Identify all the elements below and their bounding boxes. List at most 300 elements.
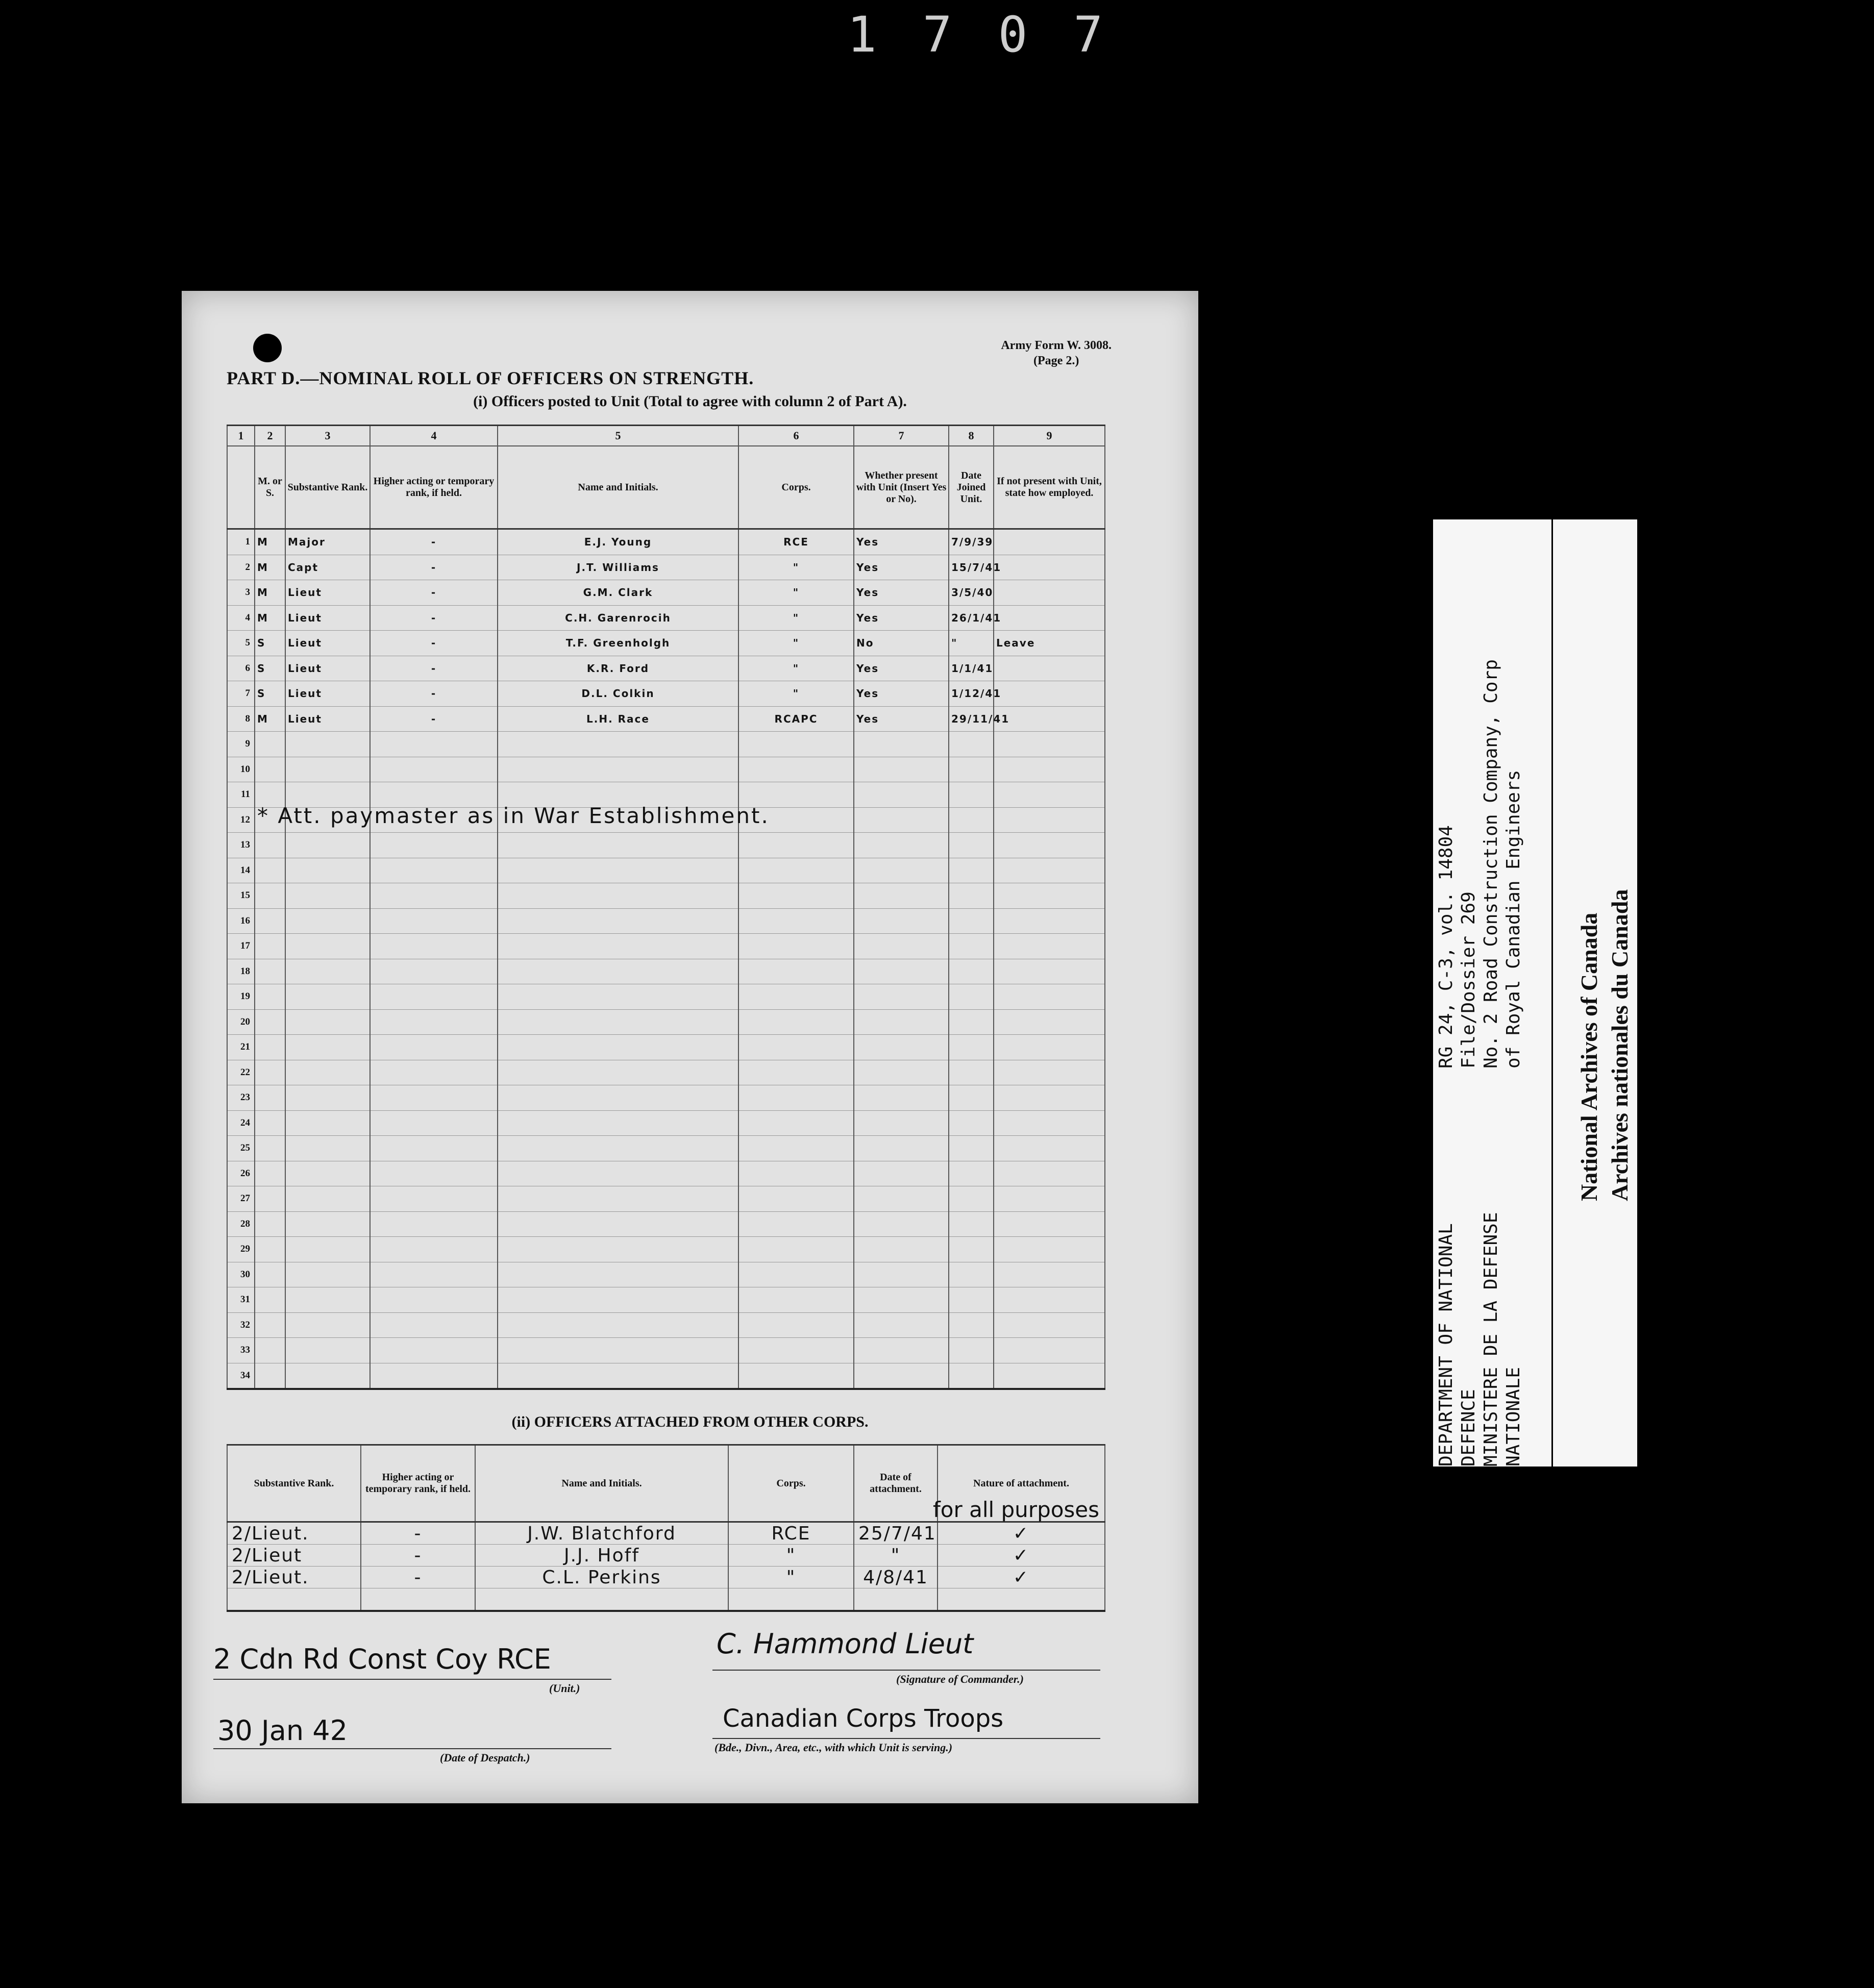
att-date-cell: " [854, 1545, 938, 1567]
employment-cell [994, 1186, 1105, 1212]
present-cell [854, 732, 949, 757]
joined-cell [949, 1035, 994, 1060]
joined-cell [949, 1186, 994, 1212]
present-cell [854, 959, 949, 984]
att-rank-cell: 2/Lieut. [227, 1567, 361, 1588]
employment-cell [994, 1085, 1105, 1111]
m-or-s-cell [255, 757, 285, 782]
header-blank [227, 446, 255, 529]
name-cell: D.L. Colkin [498, 681, 738, 707]
joined-cell [949, 1110, 994, 1136]
present-cell: Yes [854, 605, 949, 631]
section-title-attached: (ii) OFFICERS ATTACHED FROM OTHER CORPS. [511, 1413, 869, 1430]
joined-cell [949, 1211, 994, 1237]
corps-cell [738, 833, 854, 858]
name-cell [498, 934, 738, 959]
section-title-posted: (i) Officers posted to Unit (Total to agree with column 2 of Part A). [473, 393, 907, 410]
higher-rank-cell [370, 1060, 498, 1085]
row-number: 31 [227, 1287, 255, 1313]
higher-rank-cell [370, 757, 498, 782]
row-number: 23 [227, 1085, 255, 1111]
employment-cell [994, 706, 1105, 732]
joined-cell [949, 1060, 994, 1085]
row-number: 20 [227, 1009, 255, 1035]
header-corps: Corps. [738, 446, 854, 529]
rank-cell [285, 984, 370, 1010]
att-name-cell [475, 1588, 728, 1611]
roll-row [227, 1110, 1105, 1136]
rank-cell: Lieut [285, 656, 370, 681]
joined-cell: 26/1/41 [949, 605, 994, 631]
row-number: 14 [227, 858, 255, 883]
rank-cell [285, 1035, 370, 1060]
joined-cell [949, 807, 994, 833]
present-cell: No [854, 631, 949, 656]
present-cell [854, 1186, 949, 1212]
name-cell: J.T. Williams [498, 555, 738, 580]
corps-cell [738, 858, 854, 883]
m-or-s-cell [255, 984, 285, 1010]
row-number: 32 [227, 1312, 255, 1338]
present-cell [854, 1060, 949, 1085]
employment-cell [994, 984, 1105, 1010]
name-cell [498, 984, 738, 1010]
roll-row [227, 1009, 1105, 1035]
employment-cell [994, 757, 1105, 782]
employment-cell [994, 1287, 1105, 1313]
name-cell: K.R. Ford [498, 656, 738, 681]
joined-cell: 15/7/41 [949, 555, 994, 580]
rank-cell [285, 934, 370, 959]
rank-cell [285, 1009, 370, 1035]
present-cell [854, 1211, 949, 1237]
column-number: 2 [255, 426, 285, 446]
m-or-s-cell [255, 1085, 285, 1111]
roll-row [227, 605, 1105, 631]
header-date-joined: Date Joined Unit. [949, 446, 994, 529]
row-number: 11 [227, 782, 255, 808]
employment-cell [994, 908, 1105, 934]
rank-cell: Lieut [285, 580, 370, 606]
m-or-s-cell [255, 883, 285, 909]
formation-line [712, 1738, 1100, 1739]
corps-cell [738, 1009, 854, 1035]
roll-row [227, 984, 1105, 1010]
rank-cell: Major [285, 529, 370, 555]
employment-cell [994, 555, 1105, 580]
archive-label-rotated [1433, 519, 1637, 1467]
joined-cell [949, 959, 994, 984]
roll-row [227, 908, 1105, 934]
higher-rank-cell [370, 883, 498, 909]
joined-cell [949, 1363, 994, 1389]
employment-cell [994, 529, 1105, 555]
joined-cell [949, 858, 994, 883]
att-higher-cell: - [361, 1522, 475, 1545]
higher-rank-cell: - [370, 580, 498, 606]
m-or-s-cell [255, 858, 285, 883]
roll-row [227, 1161, 1105, 1186]
row-number: 16 [227, 908, 255, 934]
present-cell: Yes [854, 706, 949, 732]
corps-cell [738, 984, 854, 1010]
roll-row [227, 883, 1105, 909]
roll-row [227, 1085, 1105, 1111]
rank-cell [285, 1085, 370, 1111]
rank-cell [285, 1211, 370, 1237]
m-or-s-cell: M [255, 529, 285, 555]
roll-row [227, 732, 1105, 757]
rank-cell [285, 1237, 370, 1262]
name-cell [498, 732, 738, 757]
joined-cell [949, 1237, 994, 1262]
name-cell [498, 1211, 738, 1237]
att-corps-cell: " [728, 1545, 854, 1567]
name-cell [498, 883, 738, 909]
corps-cell: RCE [738, 529, 854, 555]
row-number: 9 [227, 732, 255, 757]
present-cell [854, 858, 949, 883]
corps-cell: RCAPC [738, 706, 854, 732]
m-or-s-cell [255, 1035, 285, 1060]
rank-cell [285, 858, 370, 883]
employment-cell [994, 580, 1105, 606]
m-or-s-cell [255, 1237, 285, 1262]
employment-cell [994, 959, 1105, 984]
employment-cell [994, 807, 1105, 833]
dept-line-2: DEFENCE [1458, 1389, 1479, 1467]
employment-cell: Leave [994, 631, 1105, 656]
att-higher-cell: - [361, 1567, 475, 1588]
higher-rank-cell: - [370, 555, 498, 580]
m-or-s-cell [255, 934, 285, 959]
present-cell: Yes [854, 529, 949, 555]
corps-cell [738, 883, 854, 909]
corps-cell [738, 1110, 854, 1136]
present-cell [854, 1287, 949, 1313]
att-corps-cell [728, 1588, 854, 1611]
header-employment: If not present with Unit, state how employed. [994, 446, 1105, 529]
joined-cell [949, 1287, 994, 1313]
roll-row [227, 1060, 1105, 1085]
higher-rank-cell [370, 833, 498, 858]
unit-value: 2 Cdn Rd Const Coy RCE [213, 1643, 551, 1675]
m-or-s-cell [255, 1060, 285, 1085]
higher-rank-cell: - [370, 656, 498, 681]
employment-cell [994, 681, 1105, 707]
row-number: 10 [227, 757, 255, 782]
name-cell [498, 1262, 738, 1287]
rank-cell [285, 1312, 370, 1338]
m-or-s-cell: M [255, 706, 285, 732]
employment-cell [994, 1262, 1105, 1287]
present-cell [854, 1161, 949, 1186]
name-cell: L.H. Race [498, 706, 738, 732]
commander-signature: C. Hammond Lieut [717, 1628, 974, 1660]
name-cell [498, 959, 738, 984]
name-cell [498, 858, 738, 883]
archives-name [1574, 889, 1635, 1201]
joined-cell [949, 833, 994, 858]
joined-cell [949, 1312, 994, 1338]
rank-cell [285, 1338, 370, 1363]
header-higher-rank: Higher acting or temporary rank, if held. [370, 446, 498, 529]
column-number: 7 [854, 426, 949, 446]
rank-cell [285, 908, 370, 934]
joined-cell [949, 1009, 994, 1035]
ref-line-3: No. 2 Road Construction Company, Corp [1480, 659, 1501, 1068]
attached-row [227, 1588, 1105, 1611]
signature-line [712, 1670, 1100, 1671]
name-cell [498, 1136, 738, 1161]
microfilm-frame-number: 1707 [847, 6, 1149, 63]
present-cell [854, 1363, 949, 1389]
roll-row [227, 1186, 1105, 1212]
roll-row [227, 681, 1105, 707]
corps-cell [738, 1060, 854, 1085]
higher-rank-cell [370, 1287, 498, 1313]
employment-cell [994, 1060, 1105, 1085]
row-number: 28 [227, 1211, 255, 1237]
present-cell: Yes [854, 555, 949, 580]
corps-cell [738, 1237, 854, 1262]
corps-cell [738, 1085, 854, 1111]
archives-name-en: National Archives of Canada [1576, 912, 1602, 1201]
column-number: 6 [738, 426, 854, 446]
higher-rank-cell: - [370, 529, 498, 555]
row-number: 26 [227, 1161, 255, 1186]
archives-name-block [1554, 519, 1637, 1467]
column-header-row [227, 446, 1105, 529]
signature-label: (Signature of Commander.) [896, 1673, 1024, 1685]
present-cell [854, 1009, 949, 1035]
joined-cell: 7/9/39 [949, 529, 994, 555]
employment-cell [994, 1211, 1105, 1237]
att-date-cell: 25/7/41 [854, 1522, 938, 1545]
m-or-s-cell [255, 1211, 285, 1237]
corps-cell [738, 1338, 854, 1363]
present-cell [854, 807, 949, 833]
despatch-label: (Date of Despatch.) [440, 1751, 530, 1764]
m-or-s-cell: S [255, 681, 285, 707]
corps-cell: " [738, 656, 854, 681]
despatch-value: 30 Jan 42 [217, 1714, 348, 1747]
archive-label [1433, 519, 1637, 1467]
header-substantive-rank: Substantive Rank. [285, 446, 370, 529]
corps-cell [738, 959, 854, 984]
corps-cell [738, 1186, 854, 1212]
corps-cell [738, 1161, 854, 1186]
m-or-s-cell: S [255, 631, 285, 656]
att-name-cell: C.L. Perkins [475, 1567, 728, 1588]
roll-row [227, 858, 1105, 883]
ref-line-4: of Royal Canadian Engineers [1502, 769, 1524, 1068]
row-number: 24 [227, 1110, 255, 1136]
name-cell [498, 1338, 738, 1363]
joined-cell [949, 732, 994, 757]
rank-cell: Lieut [285, 605, 370, 631]
m-or-s-cell [255, 908, 285, 934]
att-name-cell: J.W. Blatchford [475, 1522, 728, 1545]
row-number: 27 [227, 1186, 255, 1212]
form-reference [1001, 338, 1112, 368]
m-or-s-cell [255, 1110, 285, 1136]
row-number: 7 [227, 681, 255, 707]
higher-rank-cell [370, 1136, 498, 1161]
row-number: 5 [227, 631, 255, 656]
att-date-cell: 4/8/41 [854, 1567, 938, 1588]
column-number: 1 [227, 426, 255, 446]
row-number: 3 [227, 580, 255, 606]
row-number: 12 [227, 807, 255, 833]
higher-rank-cell [370, 1110, 498, 1136]
row-number: 18 [227, 959, 255, 984]
rank-cell [285, 1186, 370, 1212]
att-date-cell [854, 1588, 938, 1611]
corps-cell [738, 1287, 854, 1313]
corps-cell [738, 1035, 854, 1060]
corps-cell [738, 1262, 854, 1287]
employment-cell [994, 1161, 1105, 1186]
present-cell [854, 1262, 949, 1287]
corps-cell [738, 757, 854, 782]
present-cell [854, 1110, 949, 1136]
roll-row [227, 1035, 1105, 1060]
row-number: 34 [227, 1363, 255, 1389]
att-nature-cell: ✓ [938, 1545, 1105, 1567]
rank-cell [285, 1161, 370, 1186]
column-number: 5 [498, 426, 738, 446]
att-header-name: Name and Initials. [475, 1445, 728, 1522]
archive-reference-block [1433, 519, 1553, 1467]
att-corps-cell: " [728, 1567, 854, 1588]
employment-cell [994, 1312, 1105, 1338]
row-number: 8 [227, 706, 255, 732]
corps-cell: " [738, 580, 854, 606]
att-rank-cell: 2/Lieut [227, 1545, 361, 1567]
despatch-line [213, 1748, 611, 1749]
m-or-s-cell [255, 1262, 285, 1287]
employment-cell [994, 656, 1105, 681]
punch-hole [253, 334, 282, 362]
higher-rank-cell [370, 1338, 498, 1363]
m-or-s-cell [255, 1186, 285, 1212]
handwritten-note: * Att. paymaster as in War Establishment. [257, 803, 770, 828]
unit-label: (Unit.) [549, 1682, 580, 1695]
corps-cell: " [738, 555, 854, 580]
att-higher-cell [361, 1588, 475, 1611]
present-cell: Yes [854, 681, 949, 707]
rank-cell [285, 1262, 370, 1287]
employment-cell [994, 1110, 1105, 1136]
employment-cell [994, 1035, 1105, 1060]
header-m-or-s: M. or S. [255, 446, 285, 529]
joined-cell: 3/5/40 [949, 580, 994, 606]
m-or-s-cell [255, 833, 285, 858]
corps-cell: " [738, 631, 854, 656]
higher-rank-cell [370, 1186, 498, 1212]
name-cell [498, 1060, 738, 1085]
formation-label: (Bde., Divn., Area, etc., with which Unit is serving.) [714, 1741, 953, 1754]
rank-cell [285, 732, 370, 757]
employment-cell [994, 732, 1105, 757]
joined-cell [949, 908, 994, 934]
roll-row [227, 580, 1105, 606]
employment-cell [994, 883, 1105, 909]
column-number: 4 [370, 426, 498, 446]
present-cell: Yes [854, 580, 949, 606]
row-number: 25 [227, 1136, 255, 1161]
roll-body [227, 529, 1105, 1389]
higher-rank-cell: - [370, 605, 498, 631]
higher-rank-cell: - [370, 706, 498, 732]
name-cell [498, 1363, 738, 1389]
joined-cell [949, 782, 994, 808]
corps-cell [738, 1136, 854, 1161]
roll-row [227, 757, 1105, 782]
employment-cell [994, 858, 1105, 883]
corps-cell [738, 1363, 854, 1389]
present-cell [854, 1338, 949, 1363]
higher-rank-cell [370, 1237, 498, 1262]
nature-note: for all purposes [933, 1497, 1100, 1522]
att-header-nature: Nature of attachment. [938, 1445, 1105, 1522]
higher-rank-cell [370, 908, 498, 934]
row-number: 2 [227, 555, 255, 580]
joined-cell: " [949, 631, 994, 656]
ref-line-1: RG 24, C-3, vol. 14804 [1436, 825, 1457, 1068]
rank-cell [285, 1060, 370, 1085]
higher-rank-cell [370, 934, 498, 959]
joined-cell [949, 757, 994, 782]
roll-row [227, 555, 1105, 580]
m-or-s-cell [255, 1312, 285, 1338]
joined-cell [949, 1136, 994, 1161]
att-header-date: Date of attachment. [854, 1445, 938, 1522]
higher-rank-cell [370, 732, 498, 757]
present-cell [854, 908, 949, 934]
roll-row [227, 833, 1105, 858]
form-page: (Page 2.) [1033, 354, 1079, 367]
rank-cell: Capt [285, 555, 370, 580]
unit-line [213, 1679, 611, 1680]
att-rank-cell [227, 1588, 361, 1611]
att-header-corps: Corps. [728, 1445, 854, 1522]
rank-cell [285, 1363, 370, 1389]
formation-value: Canadian Corps Troops [723, 1704, 1004, 1733]
m-or-s-cell: M [255, 605, 285, 631]
rank-cell [285, 833, 370, 858]
name-cell [498, 1287, 738, 1313]
corps-cell: " [738, 605, 854, 631]
attached-row [227, 1567, 1105, 1588]
rank-cell: Lieut [285, 631, 370, 656]
name-cell [498, 833, 738, 858]
present-cell [854, 833, 949, 858]
row-number: 1 [227, 529, 255, 555]
row-number: 6 [227, 656, 255, 681]
row-number: 30 [227, 1262, 255, 1287]
joined-cell: 29/11/41 [949, 706, 994, 732]
name-cell [498, 1035, 738, 1060]
joined-cell [949, 1085, 994, 1111]
higher-rank-cell [370, 1161, 498, 1186]
employment-cell [994, 1363, 1105, 1389]
header-present: Whether present with Unit (Insert Yes or No). [854, 446, 949, 529]
higher-rank-cell [370, 984, 498, 1010]
present-cell [854, 1312, 949, 1338]
present-cell [854, 1035, 949, 1060]
